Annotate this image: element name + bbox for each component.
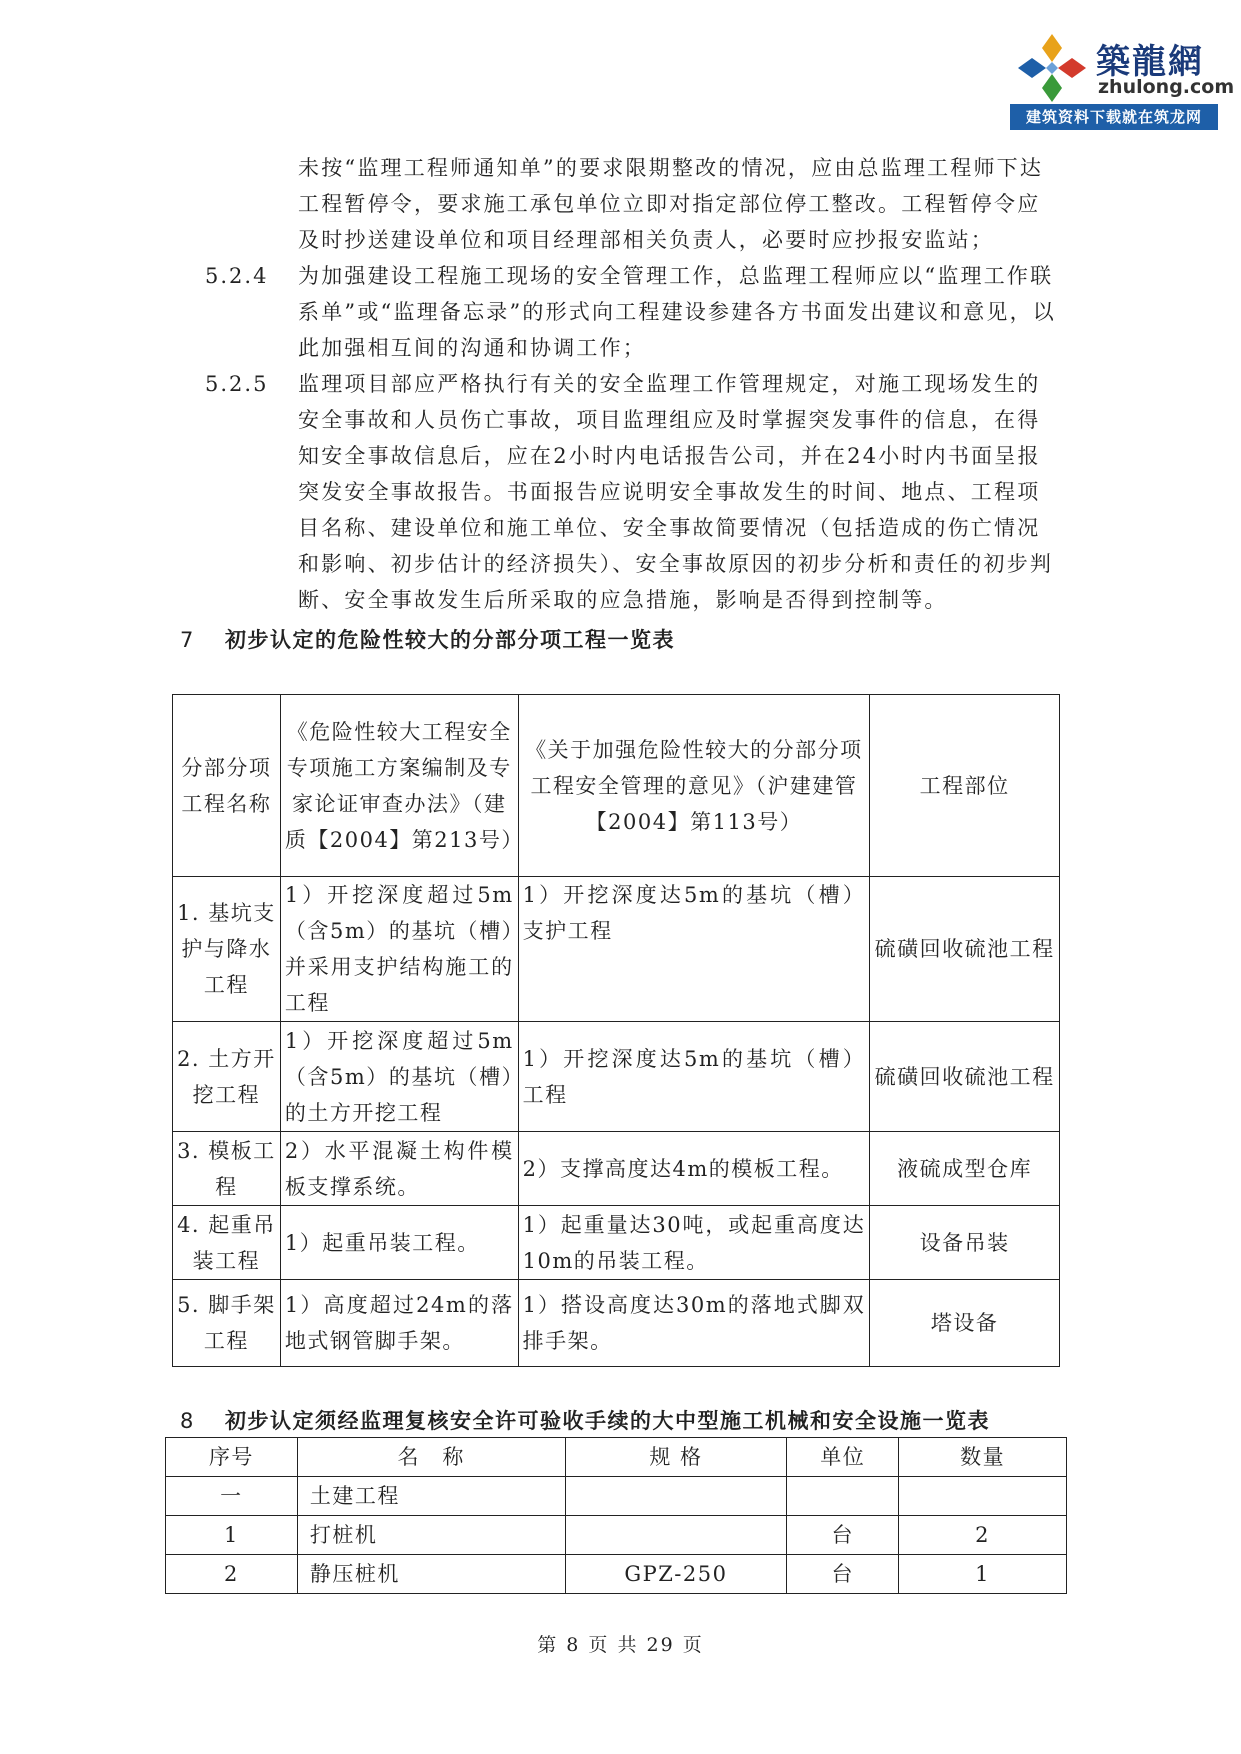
- machinery-table: [165, 1437, 1067, 1594]
- paragraph-5-2-4: 为加强建设工程施工现场的安全管理工作，总监理工程师应以“监理工作联系单”或“监理备忘录”的形式向工程建设参建各方书面发出建议和意见，以此加强相互间的沟通和协调工作；: [298, 264, 1057, 360]
- section-8-heading: [180, 1405, 990, 1435]
- table-cell: [899, 1477, 1067, 1516]
- table-cell: 1）起重吊装工程。: [280, 1206, 518, 1280]
- section-7-heading: [180, 624, 675, 654]
- table-cell: 土建工程: [297, 1477, 565, 1516]
- table-row: [166, 1477, 1067, 1516]
- table-cell: 1: [166, 1516, 298, 1555]
- header-cell: 工程部位: [870, 695, 1060, 877]
- table-cell: 2）支撑高度达4m的模板工程。: [518, 1132, 870, 1206]
- header-cell: 序号: [166, 1438, 298, 1477]
- table-row: [166, 1516, 1067, 1555]
- table-cell: 台: [787, 1555, 899, 1594]
- table-cell: [787, 1477, 899, 1516]
- zhulong-logo: [1010, 28, 1235, 130]
- table-cell: 塔设备: [870, 1280, 1060, 1367]
- table-cell: 一: [166, 1477, 298, 1516]
- header-cell: 《危险性较大工程安全专项施工方案编制及专家论证审查办法》（建质【2004】第213号）: [280, 695, 518, 877]
- header-cell: 规 格: [565, 1438, 787, 1477]
- logo-slogan: 建筑资料下载就在筑龙网: [1010, 104, 1218, 130]
- section-8-title: 初步认定须经监理复核安全许可验收手续的大中型施工机械和安全设施一览表: [225, 1409, 990, 1433]
- logo-mark-icon: [1016, 32, 1088, 104]
- header-cell: 单位: [787, 1438, 899, 1477]
- header-cell: 《关于加强危险性较大的分部分项工程安全管理的意见》（沪建建管【2004】第113号）: [518, 695, 870, 877]
- table-cell: 1）高度超过24m的落地式钢管脚手架。: [280, 1280, 518, 1367]
- table-cell: 硫磺回收硫池工程: [870, 1022, 1060, 1132]
- logo-domain: zhulong.com: [1098, 76, 1235, 98]
- hazard-works-table: [172, 694, 1060, 1367]
- table-cell: [565, 1477, 787, 1516]
- section-7-title: 初步认定的危险性较大的分部分项工程一览表: [225, 628, 675, 652]
- header-cell: 名 称: [297, 1438, 565, 1477]
- table-cell: 1）搭设高度达30m的落地式脚双排手架。: [518, 1280, 870, 1367]
- table-cell: 2. 土方开挖工程: [173, 1022, 281, 1132]
- header-cell: 分部分项工程名称: [173, 695, 281, 877]
- table-cell: 1）开挖深度达5m的基坑（槽）工程: [518, 1022, 870, 1132]
- table-cell: 3. 模板工程: [173, 1132, 281, 1206]
- table-cell: 2: [899, 1516, 1067, 1555]
- table-cell: 1: [899, 1555, 1067, 1594]
- table-cell: 2: [166, 1555, 298, 1594]
- table-cell: 台: [787, 1516, 899, 1555]
- logo-brand: 築龍網: [1096, 42, 1204, 82]
- table-row: [173, 1132, 1060, 1206]
- table-row: [173, 1280, 1060, 1367]
- table-cell: 打桩机: [297, 1516, 565, 1555]
- table-cell: 1. 基坑支护与降水工程: [173, 877, 281, 1022]
- table-cell: [565, 1516, 787, 1555]
- table-cell: 1）开挖深度超过5m（含5m）的基坑（槽）并采用支护结构施工的工程: [280, 877, 518, 1022]
- table-header-row: [166, 1438, 1067, 1477]
- paragraph-5-2-5: 监理项目部应严格执行有关的安全监理工作管理规定，对施工现场发生的安全事故和人员伤亡事故，项目监理组应及时掌握突发事件的信息，在得知安全事故信息后，应在2小时内电话报告公司，并在24小时内书面呈报突发安全事故报告。书面报告应说明安全事故发生的时间、地点、工程项目名称、建设单位和施工单位、安全事故简要情况（包括造成的伤亡情况和影响、初步估计的经济损失）、安全事故原因的初步分析和责任的初步判断、安全事故发生后所采取的应急措施，影响是否得到控制等。: [298, 372, 1054, 612]
- section-8-number: 8: [180, 1409, 195, 1433]
- paragraph-continuation: 未按“监理工程师通知单”的要求限期整改的情况，应由总监理工程师下达工程暂停令，要求施工承包单位立即对指定部位停工整改。工程暂停令应及时抄送建设单位和项目经理部相关负责人，必要时应抄报安监站；: [298, 156, 1044, 252]
- clause-number-5-2-5: 5.2.5: [205, 372, 269, 396]
- clause-number-5-2-4: 5.2.4: [205, 264, 269, 288]
- table-row: [173, 877, 1060, 1022]
- table-cell: 1）开挖深度超过5m（含5m）的基坑（槽）的土方开挖工程: [280, 1022, 518, 1132]
- section-7-number: 7: [180, 628, 195, 652]
- table-cell: GPZ-250: [565, 1555, 787, 1594]
- table-cell: 静压桩机: [297, 1555, 565, 1594]
- header-cell: 数量: [899, 1438, 1067, 1477]
- table-cell: 液硫成型仓库: [870, 1132, 1060, 1206]
- table-row: [173, 1022, 1060, 1132]
- table-row: [173, 1206, 1060, 1280]
- table-header-row: [173, 695, 1060, 877]
- table-cell: 硫磺回收硫池工程: [870, 877, 1060, 1022]
- table-cell: 1）起重量达30吨，或起重高度达10m的吊装工程。: [518, 1206, 870, 1280]
- table-cell: 5. 脚手架工程: [173, 1280, 281, 1367]
- table-cell: 4. 起重吊装工程: [173, 1206, 281, 1280]
- table-row: [166, 1555, 1067, 1594]
- table-cell: 设备吊装: [870, 1206, 1060, 1280]
- table-cell: 1）开挖深度达5m的基坑（槽）支护工程: [518, 877, 870, 1022]
- table-cell: 2）水平混凝土构件模板支撑系统。: [280, 1132, 518, 1206]
- page-number: 第 8 页 共 29 页: [537, 1634, 704, 1656]
